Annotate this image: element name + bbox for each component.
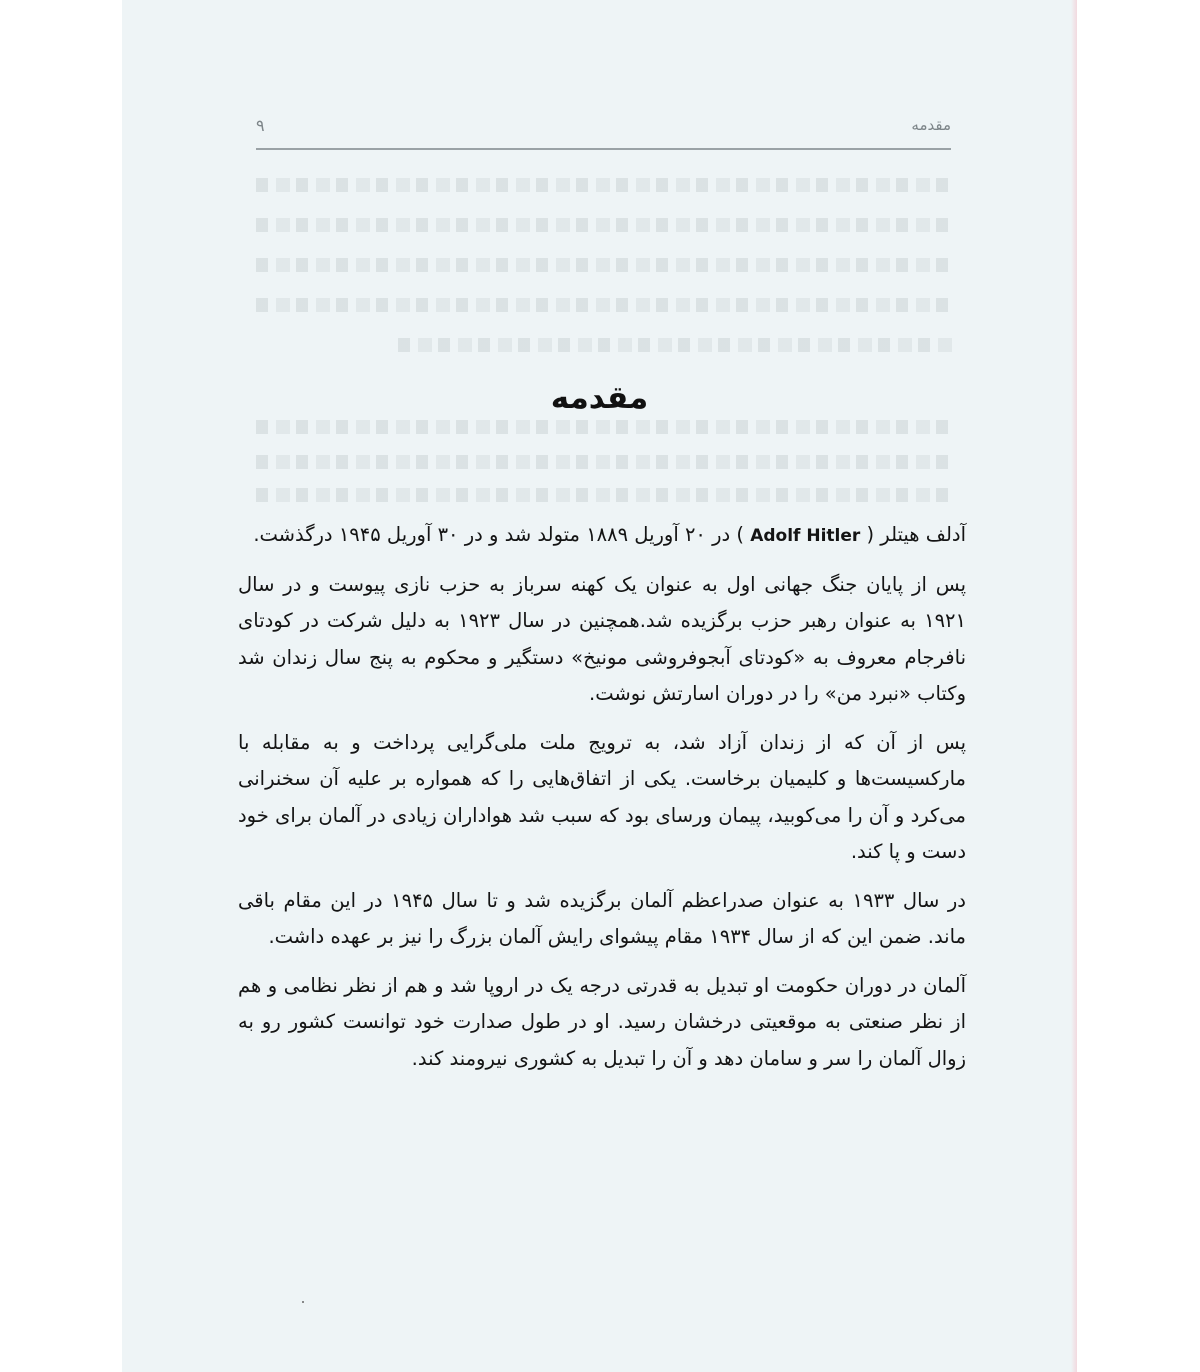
show-through-line xyxy=(250,420,954,434)
page-number: ۹ xyxy=(256,116,265,135)
page-edge-tint xyxy=(1071,0,1077,1372)
paragraph-5: آلمان در دوران حکومت او تبدیل به قدرتی درجه یک در اروپا شد و هم از نظر نظامی و هم از نظر صنعتی به موقعیتی درخشان رسید. او در طول صدارت خود توانست کشور رو به زوال آلمان را سر و سامان دهد و آن را تبدیل به کشوری نیرومند کند. xyxy=(238,973,966,1070)
book-page xyxy=(122,0,1077,1372)
body-text xyxy=(238,517,966,1089)
paragraph-1 xyxy=(238,517,966,555)
running-header xyxy=(256,108,951,150)
paragraph-1-start: آدلف هیتلر ( xyxy=(866,523,966,546)
show-through-line xyxy=(250,218,954,232)
show-through-line xyxy=(250,258,954,272)
latin-name: Adolf Hitler xyxy=(750,526,861,546)
show-through-line xyxy=(250,488,954,502)
show-through-line xyxy=(250,178,954,192)
ink-speck xyxy=(302,1301,304,1303)
paragraph-4: در سال ۱۹۳۳ به عنوان صدراعظم آلمان برگزیده شد و تا سال ۱۹۴۵ در این مقام باقی ماند. ضمن این که از سال ۱۹۳۴ مقام پیشوای رایش آلمان بزرگ را نیز بر عهده داشت. xyxy=(238,888,966,948)
show-through-line xyxy=(250,455,954,469)
paragraph-1-end: ) در ۲۰ آوریل ۱۸۸۹ متولد شد و در ۳۰ آوریل ۱۹۴۵ درگذشت. xyxy=(253,523,745,546)
show-through-line xyxy=(392,338,952,352)
paragraph-2: پس از پایان جنگ جهانی اول به عنوان یک کهنه سرباز به حزب نازی پیوست و در سال ۱۹۲۱ به عنوان رهبر حزب برگزیده شد.همچنین در سال ۱۹۲۳ به دلیل شرکت در کودتای نافرجام معروف به «کودتای آبجوفروشی مونیخ» دستگیر و محکوم به پنج سال زندان شد وکتاب «نبرد من» را در دوران اسارتش نوشت. xyxy=(238,572,966,705)
show-through-line xyxy=(250,298,954,312)
paragraph-3: پس از آن که از زندان آزاد شد، به ترویج ملت ملی‌گرایی پرداخت و به مقابله با مارکسیست‌ها و کلیمیان برخاست. یکی از اتفاق‌هایی را که همواره بر علیه آن سخنرانی می‌کرد و آن را می‌کوبید، پیمان ورسای بود که سبب شد هواداران زیادی در آلمان برای خود دست و پا کند. xyxy=(238,730,966,863)
chapter-title: مقدمه xyxy=(550,380,649,416)
running-title: مقدمه xyxy=(911,116,951,134)
